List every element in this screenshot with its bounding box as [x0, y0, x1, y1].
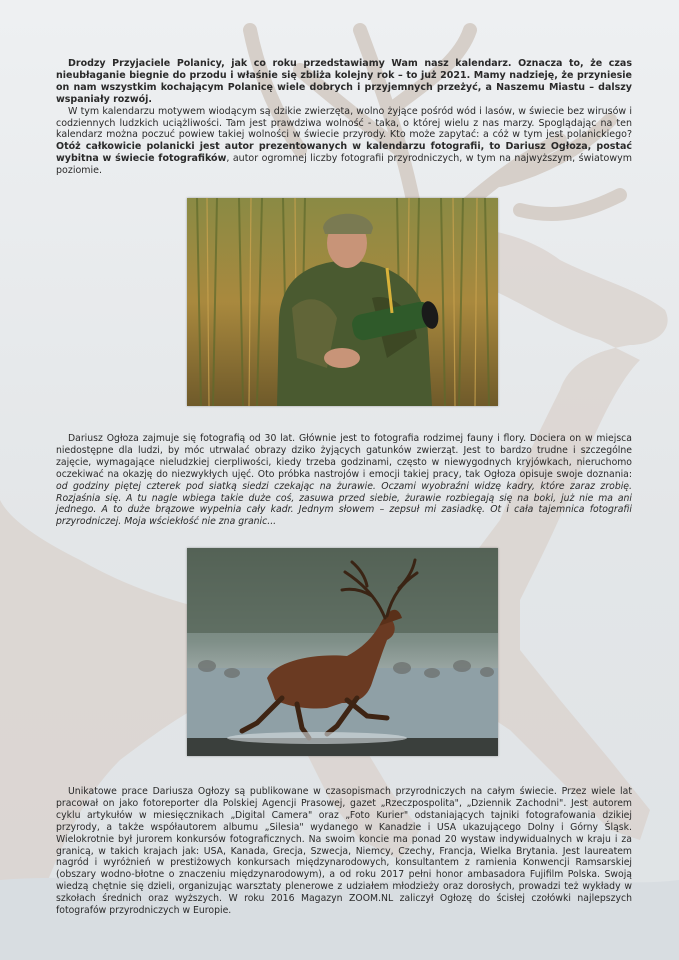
bio-text-1	[56, 433, 632, 528]
bio2-text: Unikatowe prace Dariusza Ogłozy są publikowane w czasopismach przyrodniczych na całym świecie. Przez wiele lat pracował on jako fotoreporter dla Polskiej Agencji Prasowej, gazet „Rzeczpospolita", „Dziennik Zachodni". Jest autorem cyklu artykułów w miesięcznikach „Digital Camera" oraz „Foto Kurier" odstaniających tajniki fotografowania dzikiej przyrody, a także współautorem albumu „Silesia" wydanego w Kanadzie i USA ukazującego Dolny i Górny Śląsk. Wielokrotnie był jurorem konkursów fotograficznych. Na swoim koncie ma ponad 20 wystaw indywidualnych w kraju i za granicą, w takich krajach jak: USA, Kanada, Grecja, Szwecja, Niemcy, Czechy, Francja, Wielka Brytania. Jest laureatem nagród i wyróżnień w prestiżowych konkursach międzynarodowych, konsultantem z ramienia Konwencji Ramsarskiej (obszary wodno-błotne o znaczeniu międzynarodowym), a od roku 2017 pełni honor ambasadora Fujifilm Polska. Swoją wiedzą chętnie się dzieli, organizując warsztaty plenerowe z udziałem młodzieży oraz dorosłych, prowadzi też wykłady w szkołach średnich oraz wyższych. W roku 2016 Magazyn ZOOM.NL zaliczył Ogłozę do ścisłej czołówki najlepszych fotografów przyrodniczych w Europie.	[56, 786, 632, 917]
bio1-text: Dariusz Ogłoza zajmuje się fotografią od 30 lat. Głównie jest to fotografia rodzimej fauny i flory. Dociera on w miejsca niedostępne dla ludzi, by móc utrwalać obrazy dziko żyjących gatunków zwierząt. Jest to bardzo trudne i szczególne zajęcie, wymagające nieludzkiej cierpliwości, kiedy trzeba godzinami, często w niewygodnych kryjówkach, nieruchomo oczekiwać na okazję do niezwykłych ujęć. Oto próbka nastrojów i emocji takiej pracy, tak Ogłoza opisuje swoje doznania:	[56, 433, 632, 480]
deer-photo	[187, 548, 498, 756]
intro-body-a: W tym kalendarzu motywem wiodącym są dzikie zwierzęta, wolno żyjące pośród wód i lasów, w świecie bez wirusów i codziennych ludzkich uciążliwości. Tam jest prawdziwa wolność - taka, o której wielu z nas marzy. Spoglądając na ten kalendarz można poczuć powiew takiej wolności w świecie przyrody. Kto może zapytać: a cóż w tym jest polanickiego?	[56, 105, 632, 141]
bio-text-2	[56, 786, 632, 917]
intro-text	[56, 58, 632, 177]
intro-body-bold: Otóż całkowicie polanicki jest autor prezentowanych w kalendarzu fotografii, to Dariusz Ogłoza, postać wybitna w świecie fotografików	[56, 141, 632, 165]
intro-body-b: , autor ogromnej liczby fotografii przyrodniczych, w tym na najwyższym, światowym poziomie.	[56, 153, 632, 177]
photographer-photo	[187, 198, 498, 406]
bio1-quote: od godziny piętej czterek pod siatką siedzi czekając na żurawie. Oczami wyobraźni widzę kadry, które zaraz zrobię. Rozjaśnia się. A tu nagle wbiega takie duże coś, zasuwa przed siebie, żurawie rozbiegają się na boki, już nie ma ani jednego. A to duże brązowe wypełnia cały kadr. Jednym słowem – zepsuł mi zasiadkę. Ot i cała tajemnica fotografii przyrodniczej. Moja wściekłość nie zna granic...	[56, 480, 632, 528]
intro-lead: Drodzy Przyjaciele Polanicy, jak co roku przedstawiamy Wam nasz kalendarz. Oznacza to, że czas nieubłaganie biegnie do przodu i właśnie się zbliża kolejny rok – to już 2021. Mamy nadzieję, że przyniesie on nam wszystkim kochającym Polanicę wiele dobrych i przyjemnych przeżyć, a Naszemu Miastu – dalszy wspaniały rozwój.	[56, 58, 632, 105]
